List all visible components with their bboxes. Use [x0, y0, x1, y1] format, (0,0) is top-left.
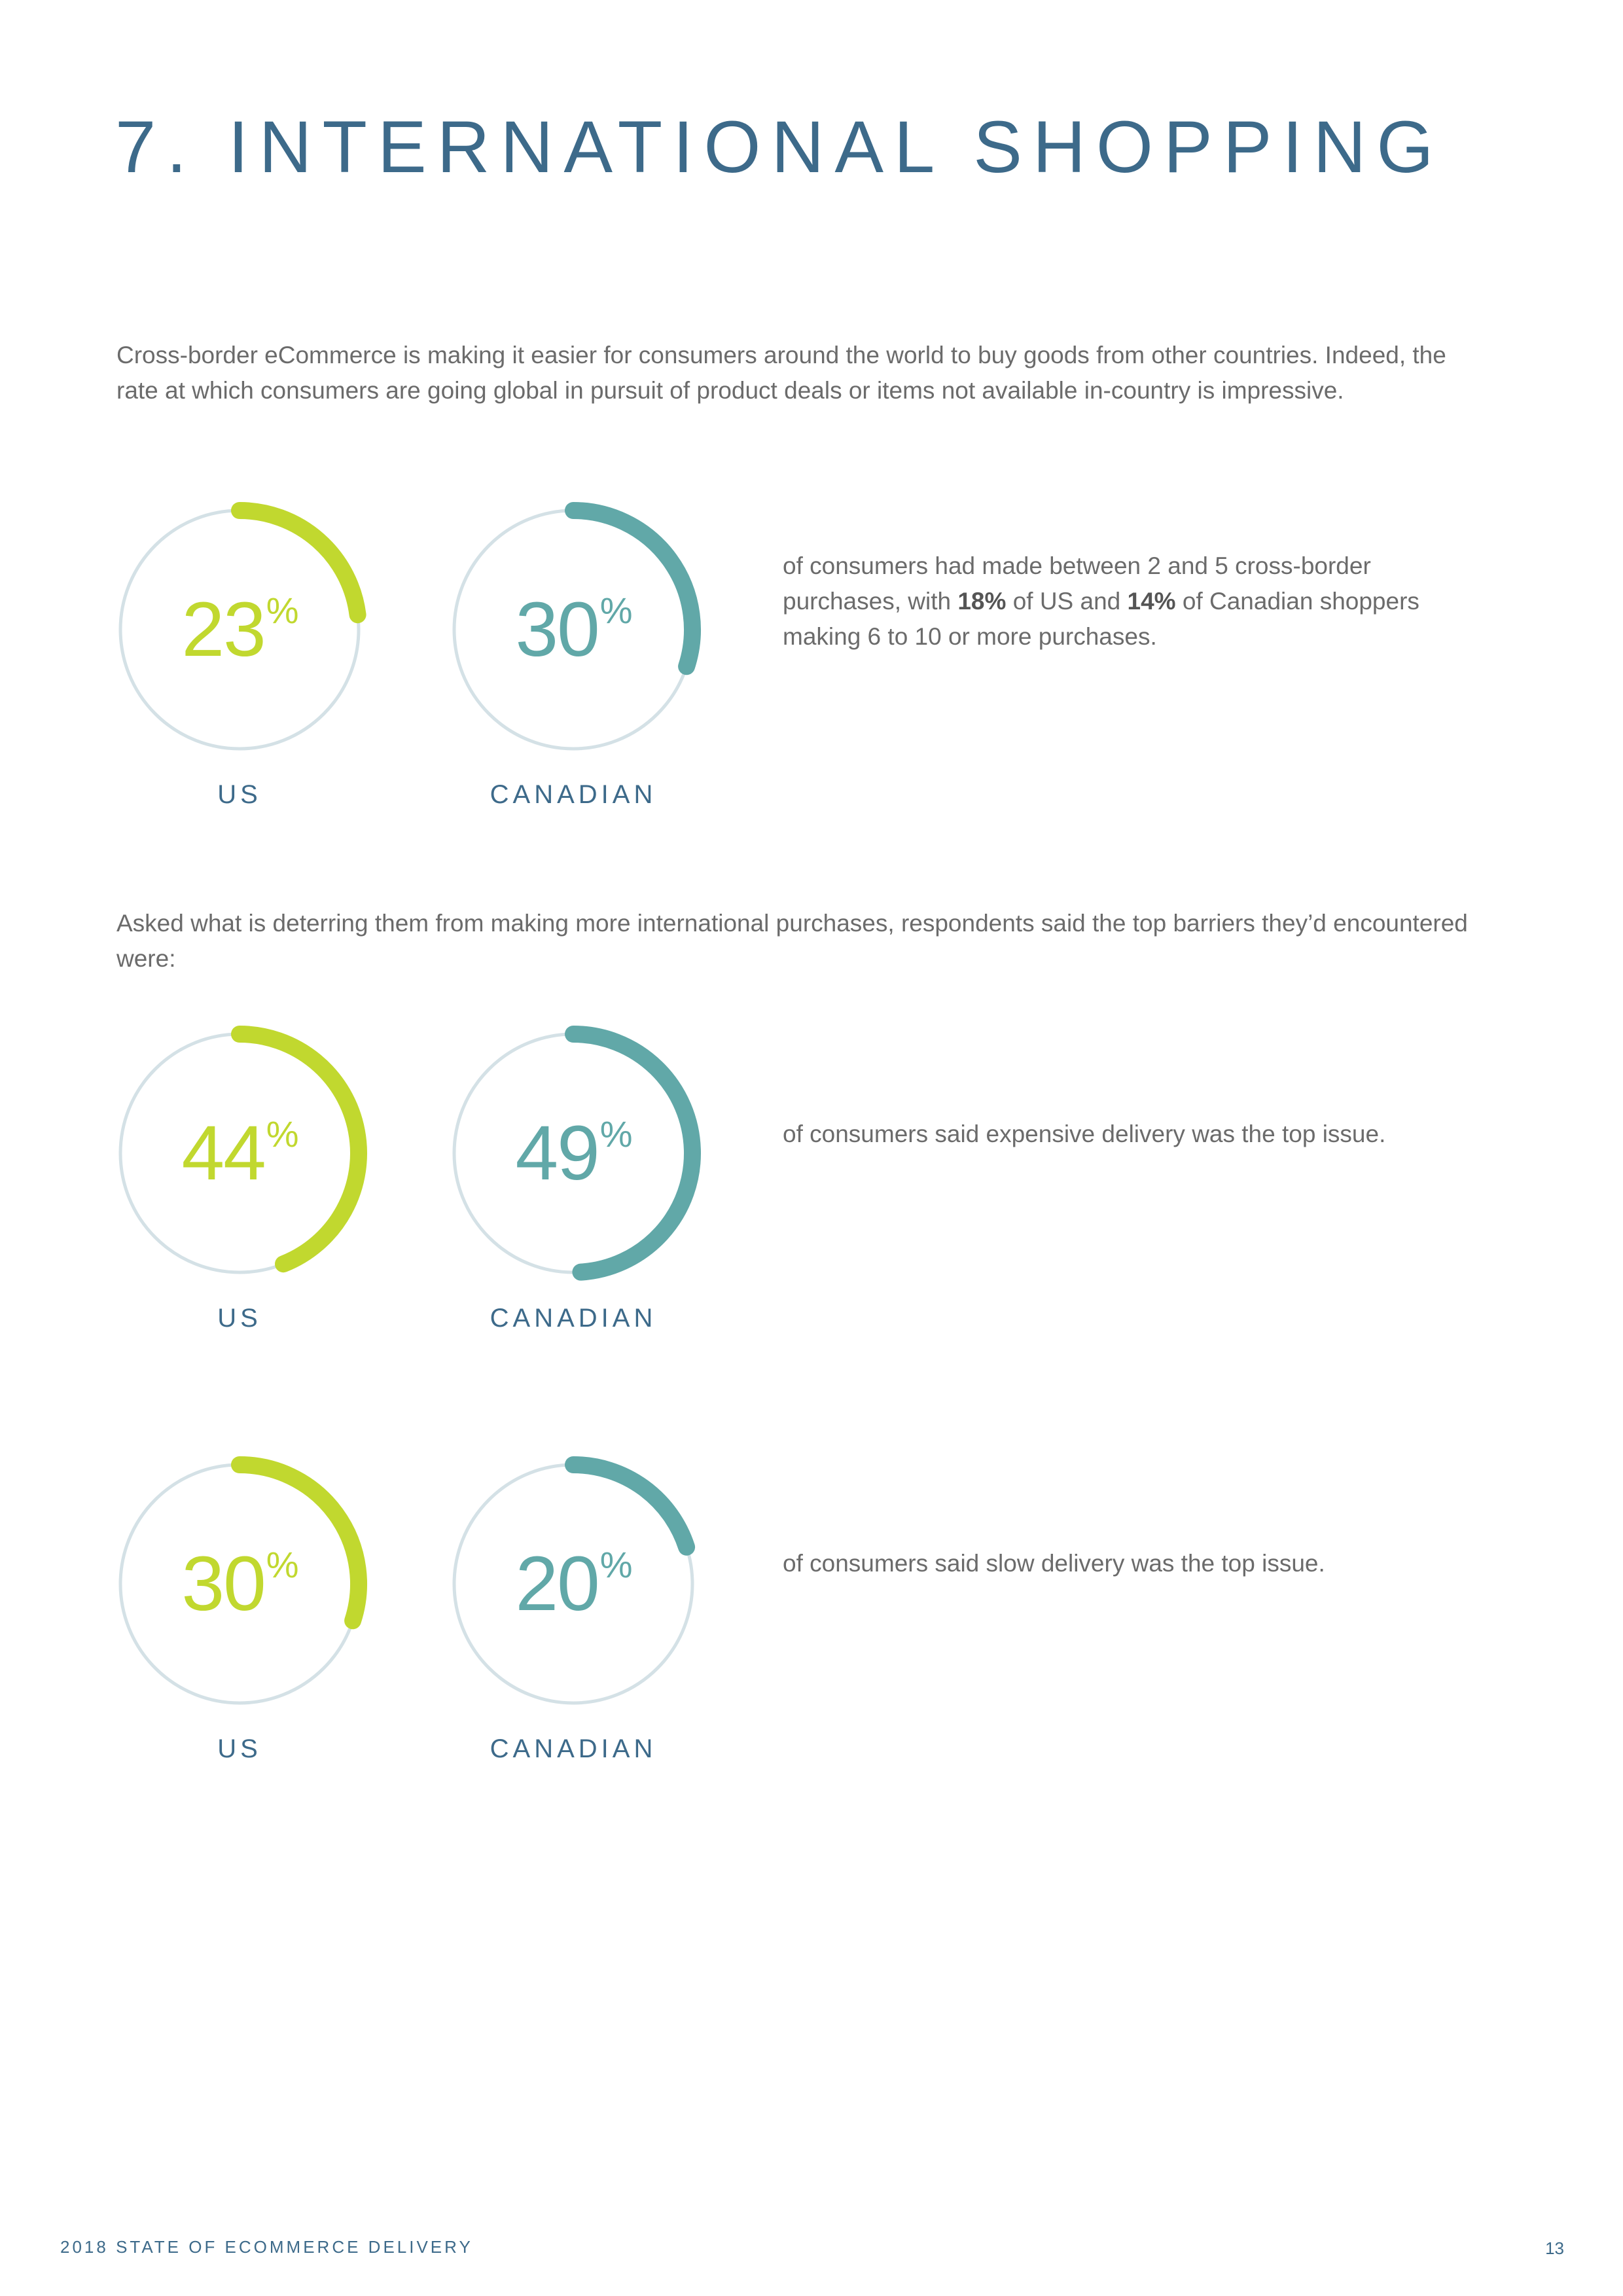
canadian-ring-3	[442, 1453, 704, 1763]
us-ring-1-value: 23	[181, 586, 265, 673]
percent-sign: %	[599, 589, 632, 631]
percent-sign: %	[266, 1543, 298, 1585]
stat-2-description: of consumers said expensive delivery was the top issue.	[783, 1121, 1386, 1147]
canadian-ring-1-value: 30	[515, 586, 599, 673]
us-ring-2	[109, 1022, 370, 1333]
canadian-ring-3-label: CANADIAN	[490, 1734, 657, 1763]
footer-report-title: 2018 STATE OF ECOMMERCE DELIVERY	[60, 2237, 473, 2257]
page-title: 7. INTERNATIONAL SHOPPING	[115, 106, 1444, 188]
us-ring-1-label: US	[217, 780, 262, 809]
us-ring-2-label: US	[217, 1304, 262, 1333]
canadian-ring-2-label: CANADIAN	[490, 1304, 657, 1333]
stat-1-description: of consumers had made between 2 and 5 cross-border purchases, with 18% of US and 14% of Canadian shoppers making 6 to 10 or more purchases.	[783, 552, 1419, 650]
percent-sign: %	[599, 1543, 632, 1585]
percent-sign: %	[599, 1113, 632, 1155]
percent-sign: %	[266, 1113, 298, 1155]
us-ring-3	[109, 1453, 370, 1763]
canadian-ring-3-value: 20	[515, 1541, 599, 1627]
stat-3-description: of consumers said slow delivery was the top issue.	[783, 1550, 1325, 1577]
us-ring-3-label: US	[217, 1734, 262, 1763]
percent-sign: %	[266, 589, 298, 631]
page-number: 13	[1545, 2238, 1564, 2258]
us-ring-1	[109, 499, 370, 809]
canadian-ring-1	[442, 499, 704, 809]
canadian-ring-2	[442, 1022, 704, 1333]
canadian-ring-2-value: 49	[515, 1110, 599, 1196]
barriers-intro-paragraph: Asked what is deterring them from making more international purchases, respondents said the top barriers they’d encountered were:	[116, 910, 1468, 972]
us-ring-2-value: 44	[181, 1110, 265, 1196]
intro-paragraph: Cross-border eCommerce is making it easier for consumers around the world to buy goods from other countries. Indeed, the rate at which consumers are going global in pursuit of product deals or items not available in-country is impressive.	[116, 342, 1446, 404]
canadian-ring-1-label: CANADIAN	[490, 780, 657, 809]
us-ring-3-value: 30	[181, 1541, 265, 1627]
